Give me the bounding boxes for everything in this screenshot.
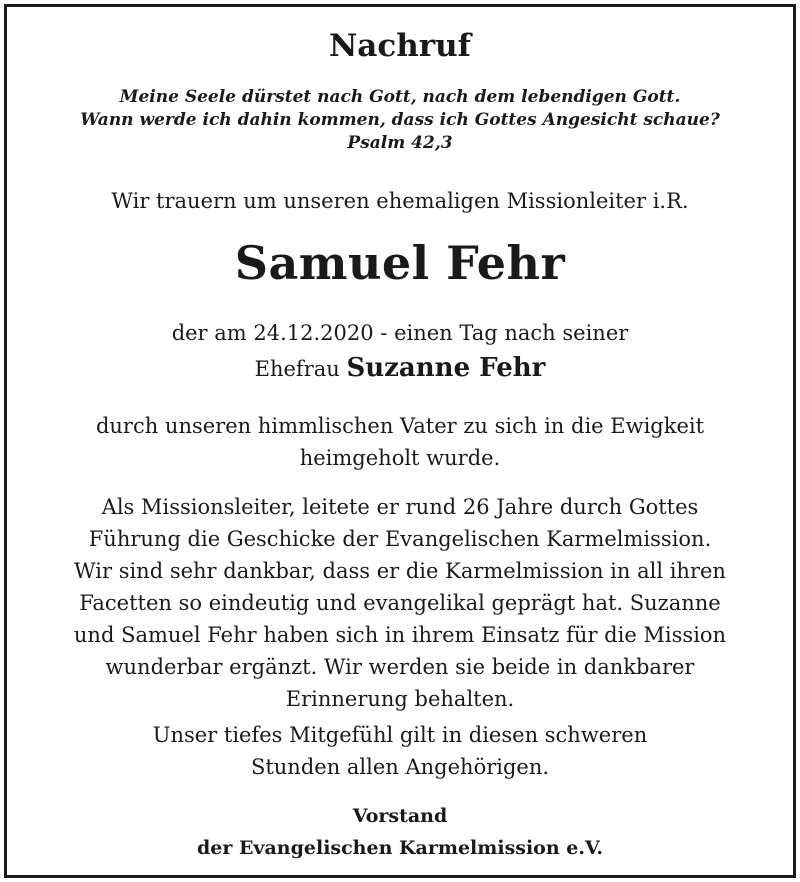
paragraph-homecoming — [0, 410, 800, 474]
paragraph-tribute — [0, 491, 800, 715]
paragraph-condolence — [0, 719, 800, 783]
scripture-verse — [0, 86, 800, 155]
verse-reference: Psalm 42,3 — [347, 133, 453, 153]
paragraph-line: heimgeholt wurde. — [299, 446, 501, 470]
verse-line-2: Wann werde ich dahin kommen, dass ich Gottes Angesicht schaue? — [80, 110, 720, 130]
paragraph-line: Erinnerung behalten. — [285, 687, 515, 711]
mourning-line: Wir trauern um unseren ehemaligen Missionleiter i.R. — [111, 189, 689, 213]
signature-line-2: der Evangelischen Karmelmission e.V. — [196, 837, 604, 859]
paragraph-line: Führung die Geschicke der Evangelischen Karmelmission. — [88, 527, 712, 551]
signature-line-1: Vorstand — [352, 805, 448, 827]
paragraph-line: Unser tiefes Mitgefühl gilt in diesen schweren — [152, 723, 648, 747]
date-line: der am 24.12.2020 - einen Tag nach seiner — [171, 321, 629, 345]
spouse-name: Suzanne Fehr — [346, 353, 546, 383]
spouse-prefix: Ehefrau — [254, 357, 340, 381]
paragraph-line: Als Missionsleiter, leitete er rund 26 Jahre durch Gottes — [101, 495, 699, 519]
paragraph-line: Facetten so eindeutig und evangelikal geprägt hat. Suzanne — [79, 591, 721, 615]
paragraph-line: wunderbar ergänzt. Wir werden sie beide in dankbarer — [105, 655, 695, 679]
signature-block — [0, 800, 800, 864]
verse-line-1: Meine Seele dürstet nach Gott, nach dem lebendigen Gott. — [119, 87, 681, 107]
deceased-name: Samuel Fehr — [234, 236, 566, 290]
notice-heading: Nachruf — [328, 28, 472, 64]
paragraph-line: und Samuel Fehr haben sich in ihrem Einsatz für die Mission — [73, 623, 727, 647]
spouse-line — [0, 350, 800, 387]
paragraph-line: durch unseren himmlischen Vater zu sich in die Ewigkeit — [95, 414, 705, 438]
paragraph-line: Wir sind sehr dankbar, dass er die Karmelmission in all ihren — [74, 559, 726, 583]
paragraph-line: Stunden allen Angehörigen. — [250, 755, 550, 779]
